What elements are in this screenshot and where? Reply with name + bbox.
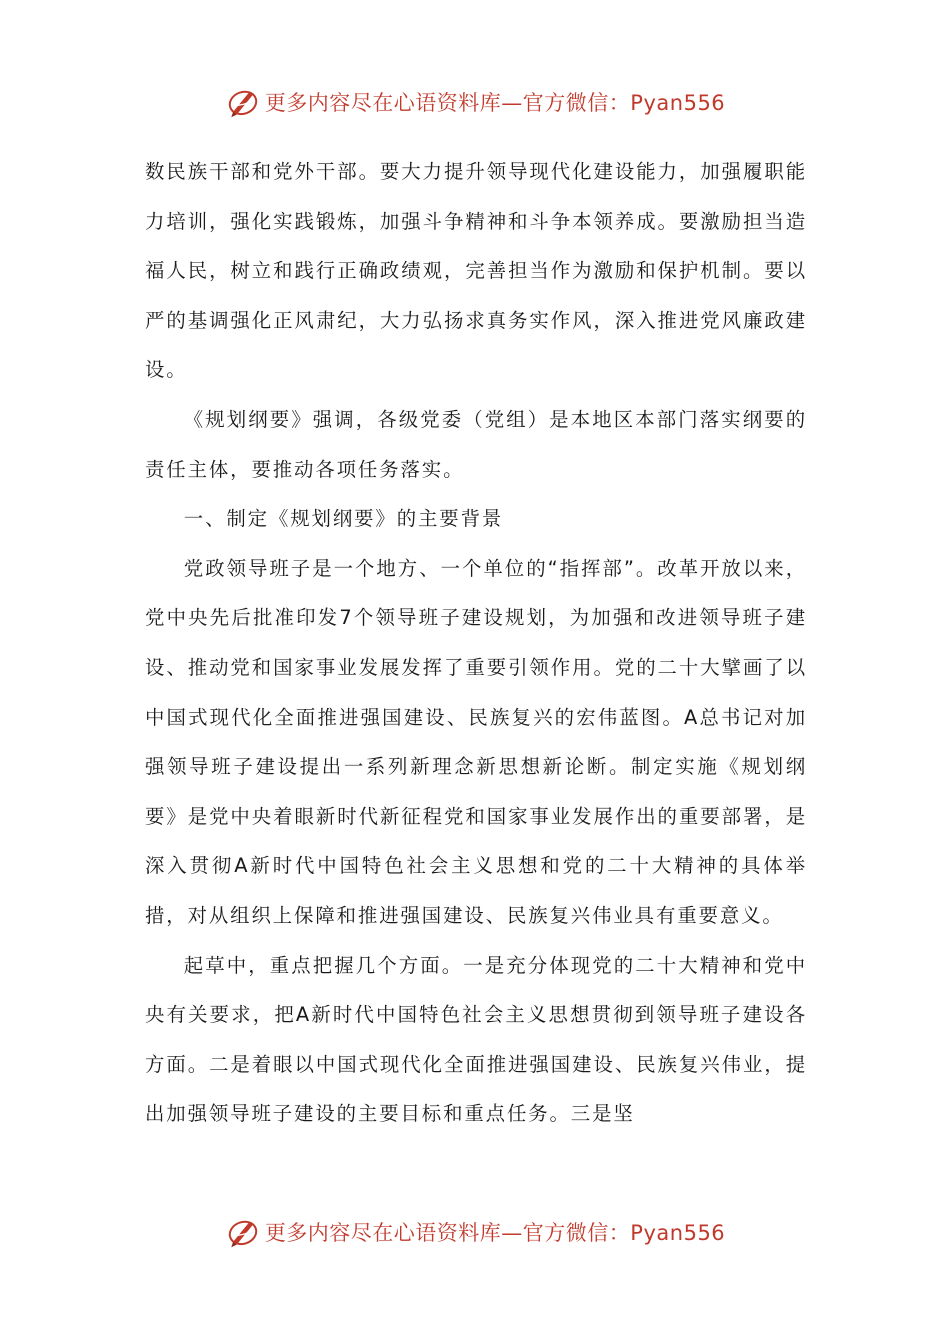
footer-watermark-text: 更多内容尽在心语资料库—官方微信：Pyan556: [264, 1221, 726, 1245]
paragraph: 党政领导班子是一个地方、一个单位的“指挥部”。改革开放以来，党中央先后批准印发7个领导班子建设规划，为加强和改进领导班子建设、推动党和国家事业发展发挥了重要引领作用。党的二十大擘画了以中国式现代化全面推进强国建设、民族复兴的宏伟蓝图。A总书记对加强领导班子建设提出一系列新理念新思想新论断。制定实施《规划纲要》是党中央着眼新时代新征程党和国家事业发展作出的重要部署，是深入贯彻A新时代中国特色社会主义思想和党的二十大精神的具体举措，对从组织上保障和推进强国建设、民族复兴伟业具有重要意义。: [145, 556, 807, 927]
footer-watermark-banner: [0, 1210, 950, 1254]
paragraph-continued: 数民族干部和党外干部。要大力提升领导现代化建设能力，加强履职能力培训，强化实践锻炼，加强斗争精神和斗争本领养成。要激励担当造福人民，树立和践行正确政绩观，完善担当作为激励和保护机制。要以严的基调强化正风肃纪，大力弘扬求真务实作风，深入推进党风廉政建设。: [145, 160, 807, 382]
paragraph: 《规划纲要》强调，各级党委（党组）是本地区本部门落实纲要的责任主体，要推动各项任务落实。: [145, 407, 807, 481]
document-body: [145, 147, 807, 1139]
pen-swirl-icon: [225, 84, 261, 120]
header-watermark-banner: [0, 80, 950, 124]
header-watermark-text: 更多内容尽在心语资料库—官方微信：Pyan556: [264, 91, 726, 115]
paragraph: 起草中，重点把握几个方面。一是充分体现党的二十大精神和党中央有关要求，把A新时代中国特色社会主义思想贯彻到领导班子建设各方面。二是着眼以中国式现代化全面推进强国建设、民族复兴伟业，提出加强领导班子建设的主要目标和重点任务。三是坚: [145, 953, 807, 1126]
section-heading: 一、制定《规划纲要》的主要背景: [183, 507, 504, 531]
pen-swirl-icon: [225, 1214, 261, 1250]
